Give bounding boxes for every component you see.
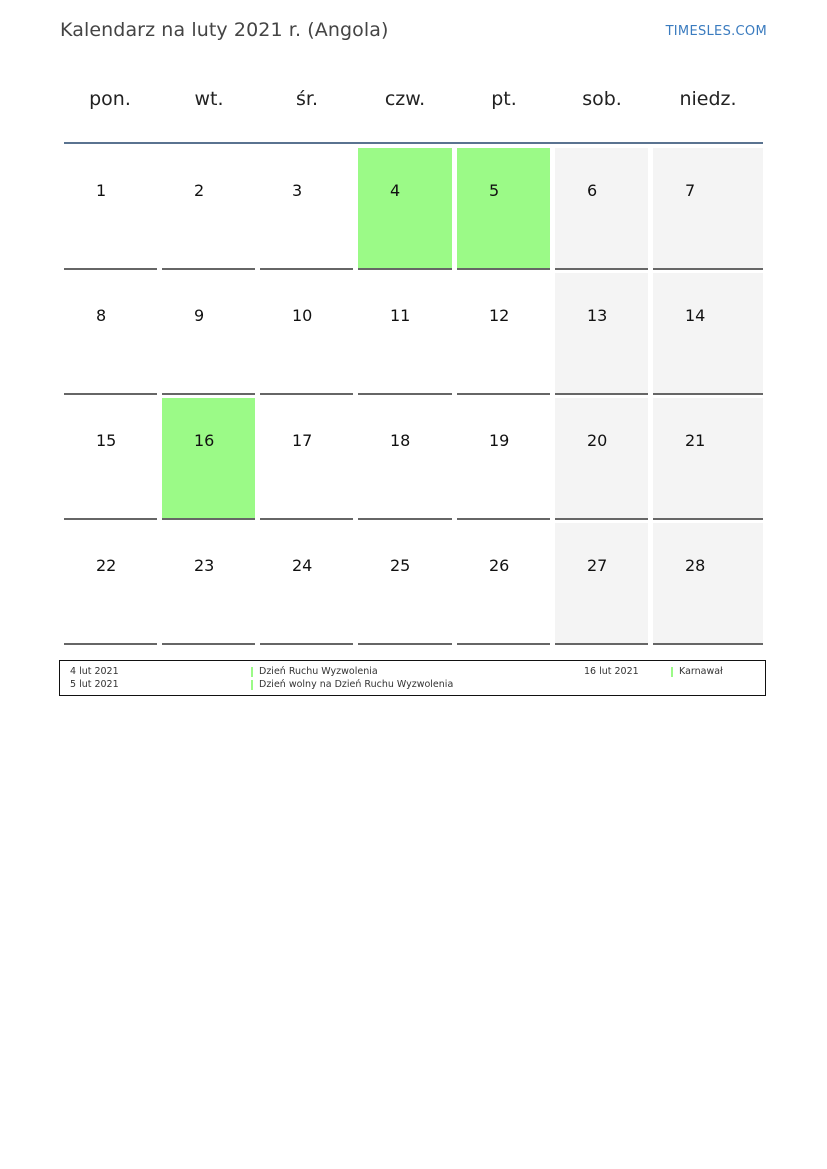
day-cell[interactable] — [64, 148, 157, 270]
day-number: 13 — [587, 306, 608, 325]
day-cell[interactable] — [162, 398, 255, 520]
day-number: 27 — [587, 556, 608, 575]
day-number: 4 — [390, 181, 401, 200]
day-cell[interactable] — [555, 523, 648, 645]
legend-color-marker — [251, 667, 253, 677]
weekday-label: śr. — [295, 88, 318, 110]
day-cell[interactable] — [653, 273, 763, 395]
brand-logo-text[interactable]: TIMESLES.COM — [665, 24, 767, 39]
day-cell[interactable] — [162, 273, 255, 395]
day-cell[interactable] — [358, 398, 452, 520]
weekday-label: pt. — [491, 88, 517, 110]
day-number: 8 — [96, 306, 107, 325]
day-number: 7 — [685, 181, 696, 200]
day-number: 5 — [489, 181, 500, 200]
day-cell[interactable] — [358, 273, 452, 395]
day-number: 24 — [292, 556, 313, 575]
day-number: 15 — [96, 431, 117, 450]
day-number: 18 — [390, 431, 411, 450]
day-number: 28 — [685, 556, 706, 575]
day-number: 10 — [292, 306, 313, 325]
day-number: 3 — [292, 181, 303, 200]
day-cell[interactable] — [358, 148, 452, 270]
weekday-label: wt. — [194, 88, 224, 110]
day-cell[interactable] — [457, 148, 550, 270]
day-cell[interactable] — [653, 148, 763, 270]
day-number: 17 — [292, 431, 313, 450]
day-number: 6 — [587, 181, 598, 200]
day-number: 14 — [685, 306, 706, 325]
day-cell[interactable] — [162, 148, 255, 270]
day-cell[interactable] — [260, 523, 353, 645]
page-title: Kalendarz na luty 2021 r. (Angola) — [60, 19, 389, 41]
day-cell[interactable] — [64, 398, 157, 520]
day-cell[interactable] — [260, 398, 353, 520]
legend-holiday-name: Dzień Ruchu Wyzwolenia — [259, 666, 378, 677]
day-number: 23 — [194, 556, 215, 575]
day-cell[interactable] — [555, 398, 648, 520]
day-number: 2 — [194, 181, 205, 200]
day-number: 22 — [96, 556, 117, 575]
day-cell[interactable] — [653, 398, 763, 520]
weekday-label: sob. — [582, 88, 622, 110]
legend-holiday-name: Karnawał — [679, 666, 723, 677]
day-cell[interactable] — [555, 148, 648, 270]
legend-date: 16 lut 2021 — [584, 666, 639, 677]
legend-date: 5 lut 2021 — [70, 679, 119, 690]
day-number: 12 — [489, 306, 510, 325]
weekday-label: pon. — [89, 88, 131, 110]
day-number: 21 — [685, 431, 706, 450]
legend-color-marker — [671, 667, 673, 677]
weekday-label: czw. — [384, 88, 426, 110]
legend-date: 4 lut 2021 — [70, 666, 119, 677]
legend-holiday-name: Dzień wolny na Dzień Ruchu Wyzwolenia — [259, 679, 454, 690]
day-number: 1 — [96, 181, 107, 200]
holiday-legend — [59, 660, 766, 696]
day-cell[interactable] — [653, 523, 763, 645]
day-number: 11 — [390, 306, 411, 325]
day-cell[interactable] — [555, 273, 648, 395]
day-number: 20 — [587, 431, 608, 450]
day-cell[interactable] — [457, 523, 550, 645]
day-cell[interactable] — [162, 523, 255, 645]
day-cell[interactable] — [260, 148, 353, 270]
legend-color-marker — [251, 680, 253, 690]
day-number: 26 — [489, 556, 510, 575]
header-divider — [64, 142, 763, 144]
day-number: 19 — [489, 431, 510, 450]
day-cell[interactable] — [260, 273, 353, 395]
day-cell[interactable] — [64, 273, 157, 395]
day-number: 25 — [390, 556, 411, 575]
day-number: 9 — [194, 306, 205, 325]
day-cell[interactable] — [358, 523, 452, 645]
day-cell[interactable] — [457, 398, 550, 520]
weekday-header-row — [60, 88, 764, 122]
day-cell[interactable] — [457, 273, 550, 395]
weekday-label: niedz. — [679, 88, 737, 110]
day-cell[interactable] — [64, 523, 157, 645]
day-number: 16 — [194, 431, 215, 450]
